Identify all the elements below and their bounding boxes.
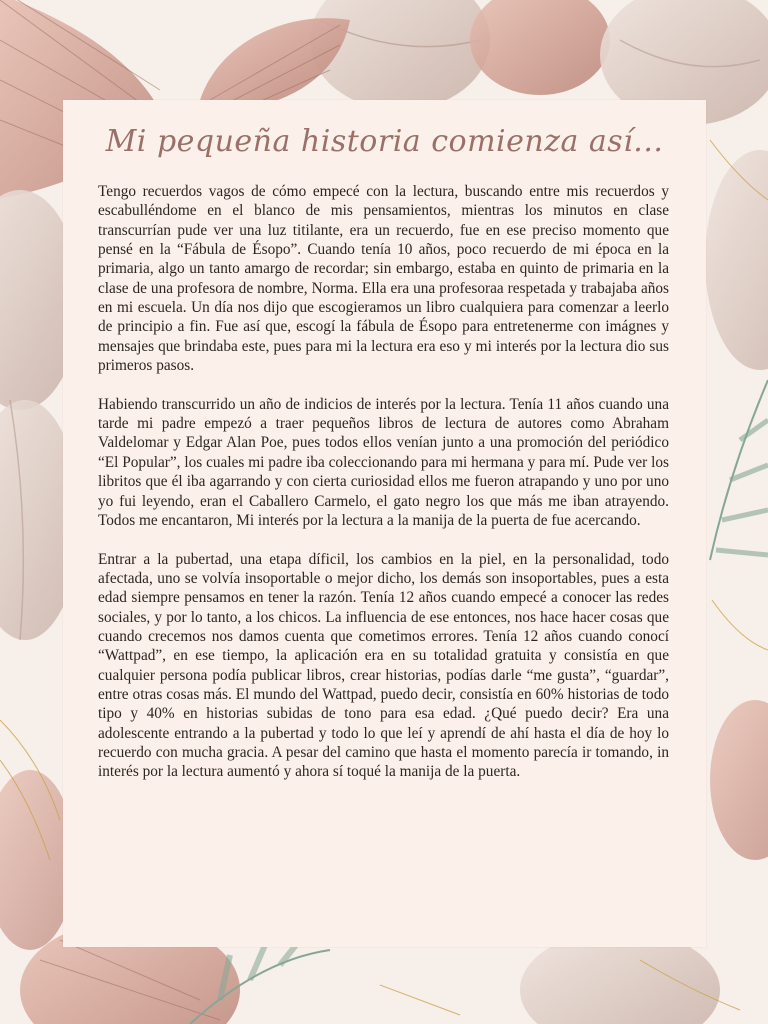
text-panel (63, 100, 706, 947)
palm-leaf-top (200, 18, 350, 110)
story-body (98, 182, 669, 801)
fern-right (710, 380, 768, 560)
paragraph-3: Entrar a la pubertad, una etapa díficil, los cambios en la piel, en la personalidad, todo afectada, uno se volvía insoportable o mejor dicho, los demás son insoportables, pues a esta edad siempre pensamos en tener la razón. Tenía 12 años cuando empecé a conocer las redes sociales, y por lo tanto, a los chicos. La influencia de ese entonces, nos hace hacer cosas que cuando crecemos nos damos cuenta que cometimos errores. Tenía 12 años cuando conocí “Wattpad”, en ese tiempo, la aplicación era en su totalidad gratuita y consistía en que cualquier persona podía publicar libros, crear historias, podías darle “me gusta”, “guardar”, entre otras cosas más. El mundo del Wattpad, puedo decir, consistía en 60% historias de todo tipo y 40% en historias subidas de tono para esa edad. ¿Qué puedo decir? Era una adolescente entrando a la pubertad y todo lo que leí y aprendí de ahí hasta el día de hoy lo recuerdo con mucha gracia. A pesar del camino que hasta el momento parecía ir tomando, in interés por la lectura aumentó y ahora sí toqué la manija de la puerta. (98, 550, 669, 781)
leaf-top-right (470, 0, 610, 95)
leaf-right-1 (705, 150, 768, 370)
paragraph-1: Tengo recuerdos vagos de cómo empecé con la lectura, buscando entre mis recuerdos y escabulléndome en el blanco de mis pensamientos, mientras los minutos en clase transcurrían pude ver una luz titilante, era un recuerdo, fue en ese preciso momento que pensé en la “Fábula de Ésopo”. Cuando tenía 10 años, poco recuerdo de mi época en la primaria, algo un tanto amargo de recordar; sin embargo, estaba en quinto de primaria en la clase de una profesora de nombre, Norma. Ella era una profesoraa respetada y trabajaba años en mi escuela. Un día nos dijo que escogieramos un libro cualquiera para comenzar a leerlo de principio a fin. Fue así que, escogí la fábula de Ésopo para entretenerme con imágnes y mensajes que brindaba este, pues para mi la lectura era eso y mi interés por la lectura dio sus primeros pasos. (98, 183, 669, 375)
leaf-top-center (310, 0, 490, 110)
page-title: Mi pequeña historia comienza así... (105, 124, 664, 159)
paragraph-2: Habiendo transcurrido un año de indicios de interés por la lectura. Tenía 11 años cuando una tarde mi padre empezó a traer pequeños libros de lectura de autores como Abraham Valdelomar y Edgar Alan Poe, pues todos ellos venían junto a una promoción del periódico “El Popular”, los cuales mi padre iba coleccionando para mi hermana y para mí. Pude ver los libritos que él iba agarrando y con cierta curiosidad ellos me fueron atrapando y uno por uno yo fui leyendo, eran el Caballero Carmelo, el gato negro los que más me iban atrayendo. Todos me encantaron, Mi interés por la lectura a la manija de la puerta de fue acercando. (98, 395, 669, 529)
